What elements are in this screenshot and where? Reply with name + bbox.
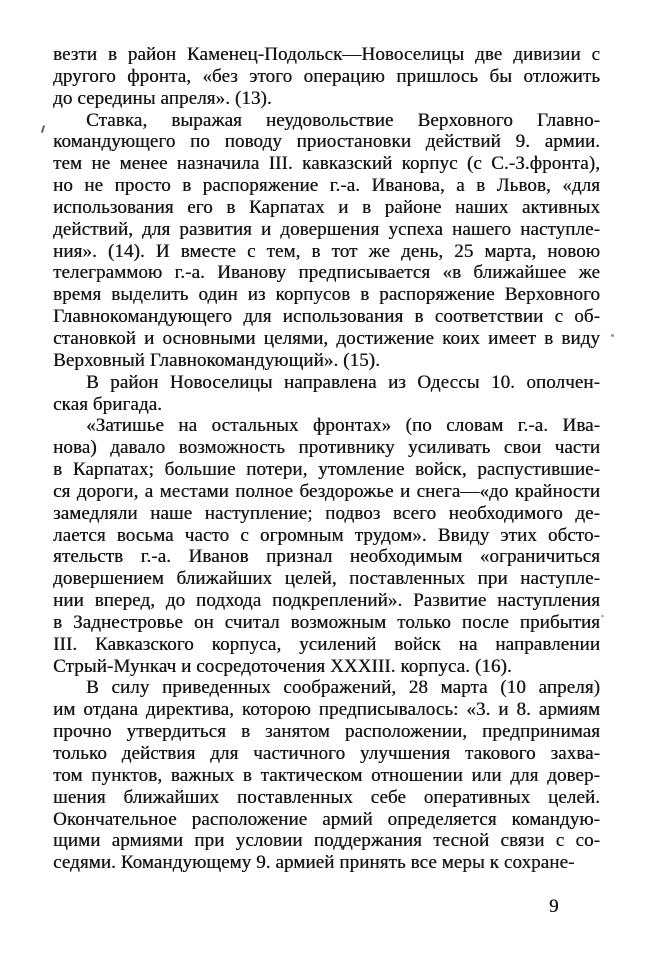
text-line: ся дороги, а местами полное бездорожье и снега—«до крайности (53, 480, 600, 502)
text-line: довершением ближайших целей, поставленных при наступле- (53, 568, 600, 590)
paragraph (53, 677, 600, 874)
text-line: III. Кавказского корпуса, усилений войск на направлении (53, 633, 600, 655)
text-line: В район Новоселицы направлена из Одессы 10. ополчен- (86, 371, 600, 393)
text-line: использования его в Карпатах и в районе наших активных (53, 196, 600, 218)
paragraph (53, 110, 600, 372)
text-line: везти в район Каменец-Подольск—Новоселицы две дивизии с (53, 44, 600, 65)
paragraph (53, 372, 600, 416)
text-line: в Карпатах; большие потери, утомление войск, распустившие- (53, 459, 600, 481)
text-line: до середины апреля». (13). (53, 87, 272, 109)
text-line: им отдана директива, которою предписывалось: «3. и 8. армиям (53, 699, 600, 721)
text-line: ния». (14). И вместе с тем, в тот же день, 25 марта, новою (53, 240, 600, 262)
text-line: но не просто в распоряжение г.-а. Иванова, а в Львов, «для (53, 175, 600, 197)
text-line: нии вперед, до подхода подкреплений». Развитие наступления (53, 590, 600, 612)
text-line: в Заднестровье он считал возможным только после прибытия (53, 611, 600, 633)
text-line: Ставка, выражая неудовольствие Верховного Главно- (86, 109, 600, 131)
text-line: ятельств г.-а. Иванов признал необходимым «ограничиться (53, 546, 600, 568)
page-text (53, 44, 600, 874)
text-line: только действия для частичного улучшения такового захва- (53, 743, 600, 764)
text-line: Окончательное расположение армий определяется командую- (53, 808, 600, 830)
text-line: том пунктов, важных в тактическом отношении или для довер- (53, 764, 600, 786)
text-line: телеграммою г.-а. Иванову предписывается «в ближайшее же (53, 262, 600, 284)
ink-mark (41, 125, 45, 133)
text-line: время выделить один из корпусов в распоряжение Верховного (53, 284, 600, 306)
text-line: шения ближайших поставленных себе оперативных целей. (53, 786, 600, 808)
text-line: командующего по поводу приостановки действий 9. армии. (53, 131, 600, 153)
text-line: щими армиями при условии поддержания тесной связи с со- (53, 830, 600, 852)
page-number: 9 (549, 896, 559, 917)
text-line: действий, для развития и довершения успеха нашего наступле- (53, 218, 600, 240)
text-line: замедляли наше наступление; подвоз всего необходимого де- (53, 502, 600, 524)
text-line: В силу приведенных соображений, 28 марта (10 апреля) (86, 677, 600, 699)
text-line: Стрый-Мункач и сосредоточения XXXIII. корпуса. (16). (53, 655, 512, 677)
text-line: тем не менее назначила III. кавказский корпус (с С.-З.фронта), (53, 153, 600, 175)
text-line: прочно утвердиться в занятом расположении, предпринимая (53, 721, 600, 743)
text-line: ская бригада. (53, 393, 163, 415)
text-line: лается восьма часто с огромным трудом». Ввиду этих обсто- (53, 524, 600, 546)
text-line: седями. Командующему 9. армией принять все меры к сохране- (53, 852, 575, 874)
paragraph (53, 415, 600, 677)
paragraph (53, 44, 600, 110)
text-line: становкой и основными целями, достижение коих имеет в виду (53, 327, 600, 349)
text-line: нова) давало возможность противнику усиливать свои части (53, 437, 600, 459)
ink-mark (601, 615, 604, 617)
text-line: «Затишье на остальных фронтах» (по словам г.-а. Ива- (86, 415, 600, 437)
text-line: другого фронта, «без этого операцию пришлось бы отложить (53, 65, 600, 87)
text-line: Верховный Главнокомандующий». (15). (53, 349, 380, 371)
ink-mark (611, 334, 614, 337)
text-line: Главнокомандующего для использования в соответствии с об- (53, 306, 600, 328)
